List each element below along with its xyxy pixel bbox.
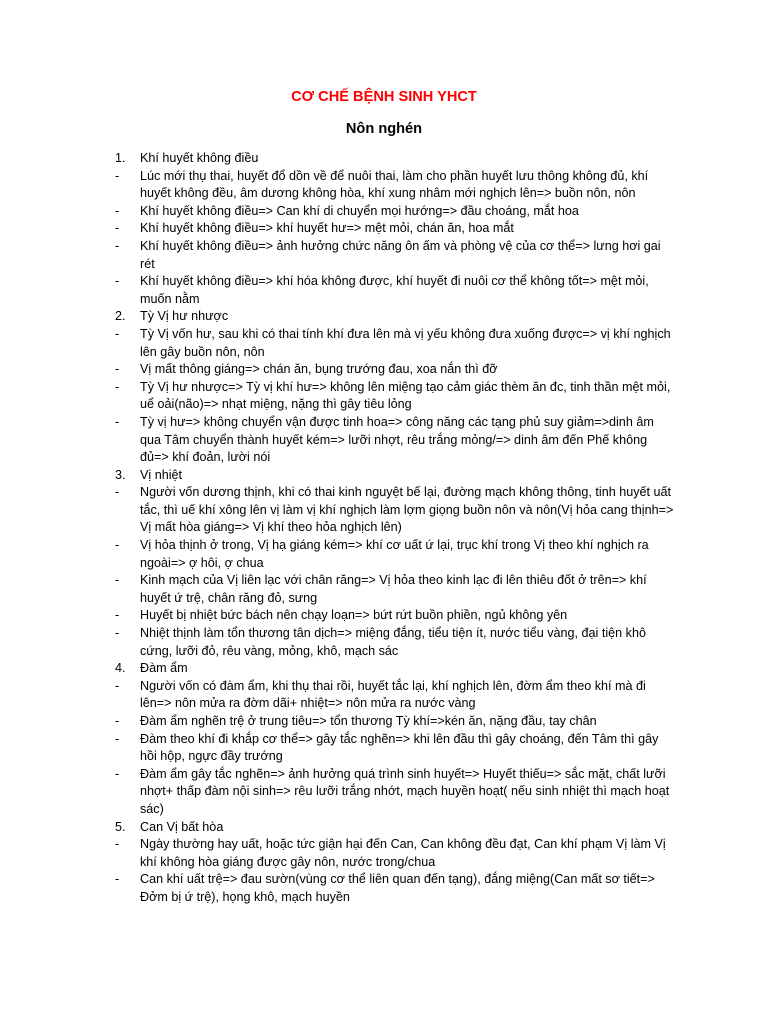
list-item-text: Lúc mới thụ thai, huyết đổ dồn về để nuôi thai, làm cho phần huyết lưu thông không đủ, khí huyết không đều, âm dương không hòa, khí xung nhâm mới nghịch lên=> buồn nôn, nôn [140,168,649,201]
list-item [115,414,675,467]
list-item [115,537,675,572]
bullet-dash: - [115,274,120,289]
list-item [115,731,675,766]
list-item-text: Tỳ vị hư=> không chuyển vận được tinh hoa=> công năng các tạng phủ suy giảm=>dinh âm qua Tâm chuyển thành huyết kém=> lưỡi nhợt, rêu trắng mỏng/=> dinh âm đến Phế không đủ=> khí đoản, lười nói [140,414,654,465]
bullet-dash: - [115,238,120,253]
document-subtitle: Nôn nghén [345,121,423,137]
bullet-dash: - [115,766,120,781]
list-item [115,361,675,379]
bullet-dash: - [115,872,120,887]
bullet-dash: - [115,362,120,377]
list-item-text: Vị mất thông giáng=> chán ăn, bụng trướng đau, xoa nắn thì đỡ [140,362,498,377]
list-item [115,326,675,361]
list-item-text: Tỳ Vị hư nhược=> Tỳ vị khí hư=> không lên miệng tạo cảm giác thèm ăn đc, tinh thần mệt mỏi, uể oải(não)=> nhạt miệng, nặng thì gây tiêu lỏng [140,379,671,412]
section-heading [115,819,675,837]
section-heading [115,660,675,678]
section-number: 3. [115,467,126,482]
list-item-text: Khí huyết không điều=> khí hóa không được, khí huyết đi nuôi cơ thể không tốt=> mệt mỏi, muốn nằm [140,274,649,306]
bullet-dash: - [115,379,120,394]
section-heading-text: Khí huyết không điều [140,151,259,165]
list-item [115,607,675,625]
list-item-text: Can khí uất trệ=> đau sườn(vùng cơ thể liên quan đến tạng), đắng miệng(Can mất sơ tiết=> Đởm bị ứ trệ), họng khô, mạch huyền [140,872,655,904]
section-heading-text: Tỳ Vị hư nhược [140,309,229,324]
list-item-text: Đàm theo khí đi khắp cơ thể=> gây tắc nghẽn=> khi lên đầu thì gây choáng, đến Tâm thì gây hồi hộp, ngực đầy trướng [140,731,659,764]
list-item [115,625,675,660]
section-number: 5. [115,819,126,834]
bullet-dash: - [115,837,120,852]
section-heading-text: Can Vị bất hòa [140,819,224,834]
bullet-dash: - [115,573,120,588]
bullet-dash: - [115,414,120,429]
bullet-dash: - [115,485,120,500]
list-item [115,484,675,537]
list-item-text: Kinh mạch của Vị liên lạc với chân răng=> Vị hỏa theo kinh lạc đi lên thiêu đốt ở trên=> khí huyết ứ trệ, chân răng đỏ, sưng [140,573,647,605]
list-item [115,766,675,819]
list-item-text: Khí huyết không điều=> khí huyết hư=> mệt mỏi, chán ăn, hoa mắt [140,221,514,236]
list-item-text: Khí huyết không điều=> ảnh hưởng chức năng ôn ấm và phòng vệ của cơ thể=> lưng hơi gai rét [140,238,661,271]
bullet-dash: - [115,203,120,218]
document-body [115,150,675,907]
list-item [115,836,675,871]
list-item-text: Nhiệt thịnh làm tổn thương tân dịch=> miệng đắng, tiểu tiện ít, nước tiểu vàng, đại tiện khô cứng, lưỡi đỏ, rêu vàng, mỏng, khô, mạch sác [140,626,646,658]
section-number: 2. [115,309,126,324]
document-title: CƠ CHẾ BỆNH SINH YHCT [291,89,477,105]
list-item-text: Ngày thường hay uất, hoặc tức giận hại đến Can, Can không đều đạt, Can khí phạm Vị làm Vị khí không hòa giáng được gây nôn, nước trong/chua [140,837,666,869]
list-item [115,871,675,906]
section-heading [115,308,675,326]
list-item [115,678,675,713]
bullet-dash: - [115,626,120,641]
bullet-dash: - [115,326,120,341]
section-number: 4. [115,661,126,676]
list-item [115,273,675,308]
bullet-dash: - [115,221,120,236]
section-heading-text: Vị nhiệt [140,467,183,482]
list-item-text: Tỳ Vị vốn hư, sau khi có thai tính khí đưa lên mà vị yếu không đưa xuống được=> vị khí nghịch lên gây buồn nôn, nôn [140,326,671,359]
bullet-dash: - [115,714,120,728]
list-item [115,168,675,203]
list-item [115,379,675,414]
bullet-dash: - [115,168,120,183]
section-number: 1. [115,151,126,165]
list-item [115,238,675,273]
bullet-dash: - [115,608,120,623]
list-item [115,203,675,221]
list-item [115,572,675,607]
list-item-text: Người vốn dương thịnh, khi có thai kinh nguyệt bế lại, đường mạch không thông, tinh huyết uất tắc, thì uế khí xông lên vị làm vị khí nghịch làm lợm giọng buồn nôn và nôn(Vị hỏa cang thịnh=> Vị mất hòa giáng=> Vị khí theo hỏa nghịch lên) [140,485,674,535]
bullet-dash: - [115,731,120,746]
list-item-text: Vị hỏa thịnh ở trong, Vị hạ giáng kém=> khí cơ uất ứ lại, trục khí trong Vị theo khí nghịch ra ngoài=> ợ hôi, ợ chua [140,538,649,570]
list-item-text: Khí huyết không điều=> Can khí di chuyển mọi hướng=> đầu choáng, mắt hoa [140,203,579,218]
list-item-text: Huyết bị nhiệt bức bách nên chạy loạn=> bứt rứt buồn phiền, ngủ không yên [140,608,568,623]
section-heading-text: Đàm ẩm [140,661,188,676]
list-item-text: Đàm ẩm nghẽn trệ ở trung tiêu=> tổn thương Tỳ khí=>kén ăn, nặng đầu, tay chân [140,714,597,728]
section-heading [115,150,675,168]
list-item-text: Đàm ẩm gây tắc nghẽn=> ảnh hưởng quá trình sinh huyết=> Huyết thiếu=> sắc mặt, chất lưỡi nhợt+ thấp đàm nội sinh=> rêu lưỡi trắng nhớt, mạch huyền hoạt( nếu sinh nhiệt thì mạch hoạt sác) [140,766,670,816]
section-heading [115,467,675,485]
bullet-dash: - [115,538,120,553]
list-item [115,220,675,238]
list-item [115,713,675,731]
list-item-text: Người vốn có đàm ẩm, khi thụ thai rồi, huyết tắc lại, khí nghịch lên, đờm ẩm theo khí mà đi lên=> nôn mửa ra đờm dãi+ nhiệt=> nôn mửa ra nước vàng [140,678,646,711]
bullet-dash: - [115,678,120,693]
